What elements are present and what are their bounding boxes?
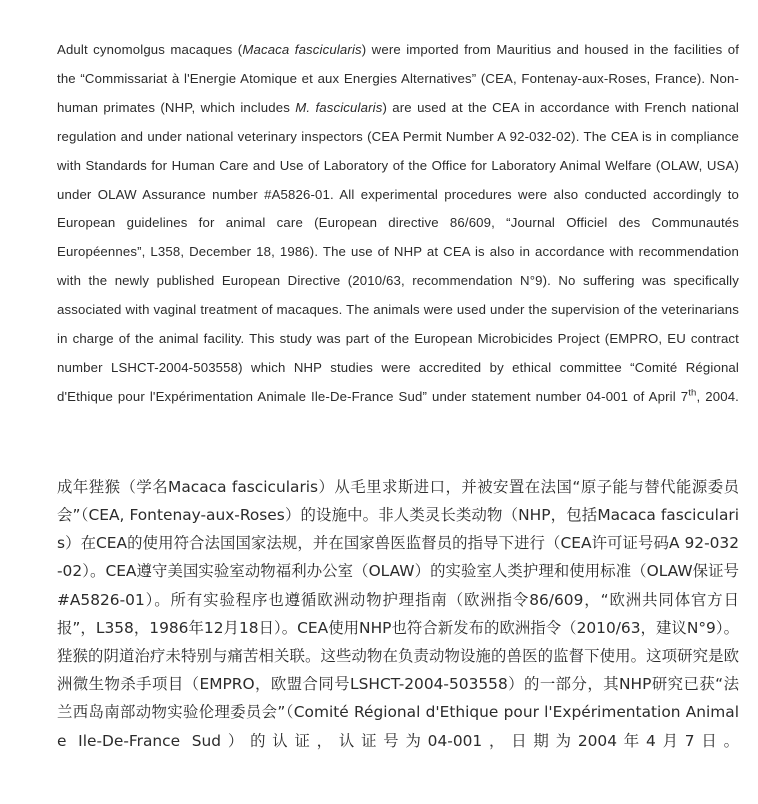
paragraph-ethics-statement-chinese: 成年狴猴（学名Macaca fascicularis）从毛里求斯进口，并被安置在法国“原子能与替代能源委员会”（CEA, Fontenay-aux-Roses）的设施中。非人类灵长类动物（NHP，包括Macaca fascicularis）在CEA的使用符合法国国家法规，并在国家兽医监督员的指导下进行（CEA许可证号码A 92-032-02）。CEA遵守美国实验室动物福利办公室（OLAW）的实验室人类护理和使用标准（OLAW保证号#A5826-01）。所有实验程序也遵循欧洲动物护理指南（欧洲指令86/609，“欧洲共同体官方日报”，L358，1986年12月18日）。CEA使用NHP也符合新发布的欧洲指令（2010/63，建议N°9）。狴猴的阴道治疗未特别与痛苦相关联。这些动物在负责动物设施的兽医的监督下使用。这项研究是欧洲微生物杀手项目（EMPRO，欧盟合同号LSHCT-2004-503558）的一部分，其NHP研究已获“法兰西岛南部动物实验伦理委员会”（Comité Régional d'Ethique pour l'Expérimentation Animale Ile-De-France Sud）的认证，认证号为04-001，日期为2004年4月7日。	[57, 477, 739, 750]
paragraph-ethics-statement-english	[57, 36, 739, 441]
en-species-name-abbrev: M. fascicularis	[295, 99, 383, 115]
en-text-part-2: ) were imported from Mauritius and housed in the facilities of the “Commissariat à l'Energie Atomique et aux Energies Alternatives” (CEA, Fontenay-aux-Roses, France). Non-human primates (NHP, which includes	[57, 42, 740, 115]
en-ordinal-superscript: th	[688, 387, 697, 399]
document-content	[57, 36, 739, 783]
paragraph-spacer	[57, 441, 739, 473]
en-text-part-1: Adult cynomolgus macaques (	[57, 42, 243, 57]
en-text-part-3: ) are used at the CEA in accordance with French national regulation and under national veterinary inspectors (CEA Permit Number A 92-032-02). The CEA is in compliance with Standards for Human Care and Use of Laboratory of the Office for Laboratory Animal Welfare (OLAW, USA) under OLAW Assurance number #A5826-01. All experimental procedures were also conducted accordingly to European guidelines for animal care (European directive 86/609, “Journal Officiel des Communautés Européennes”, L358, December 18, 1986). The use of NHP at CEA is also in accordance with recommendation with the newly published European Directive (2010/63, recommendation N°9). No suffering was specifically associated with vaginal treatment of macaques. The animals were used under the supervision of the veterinarians in charge of the animal facility. This study was part of the European Microbicides Project (EMPRO, EU contract number LSHCT-2004-503558) which NHP studies were accredited by ethical committee “Comité Régional d'Ethique pour l'Expérimentation Animale Ile-De-France Sud” under statement number 04-001 of April 7	[57, 99, 740, 404]
en-text-part-4: , 2004.	[696, 388, 739, 404]
en-species-name-full: Macaca fascicularis	[242, 42, 362, 57]
